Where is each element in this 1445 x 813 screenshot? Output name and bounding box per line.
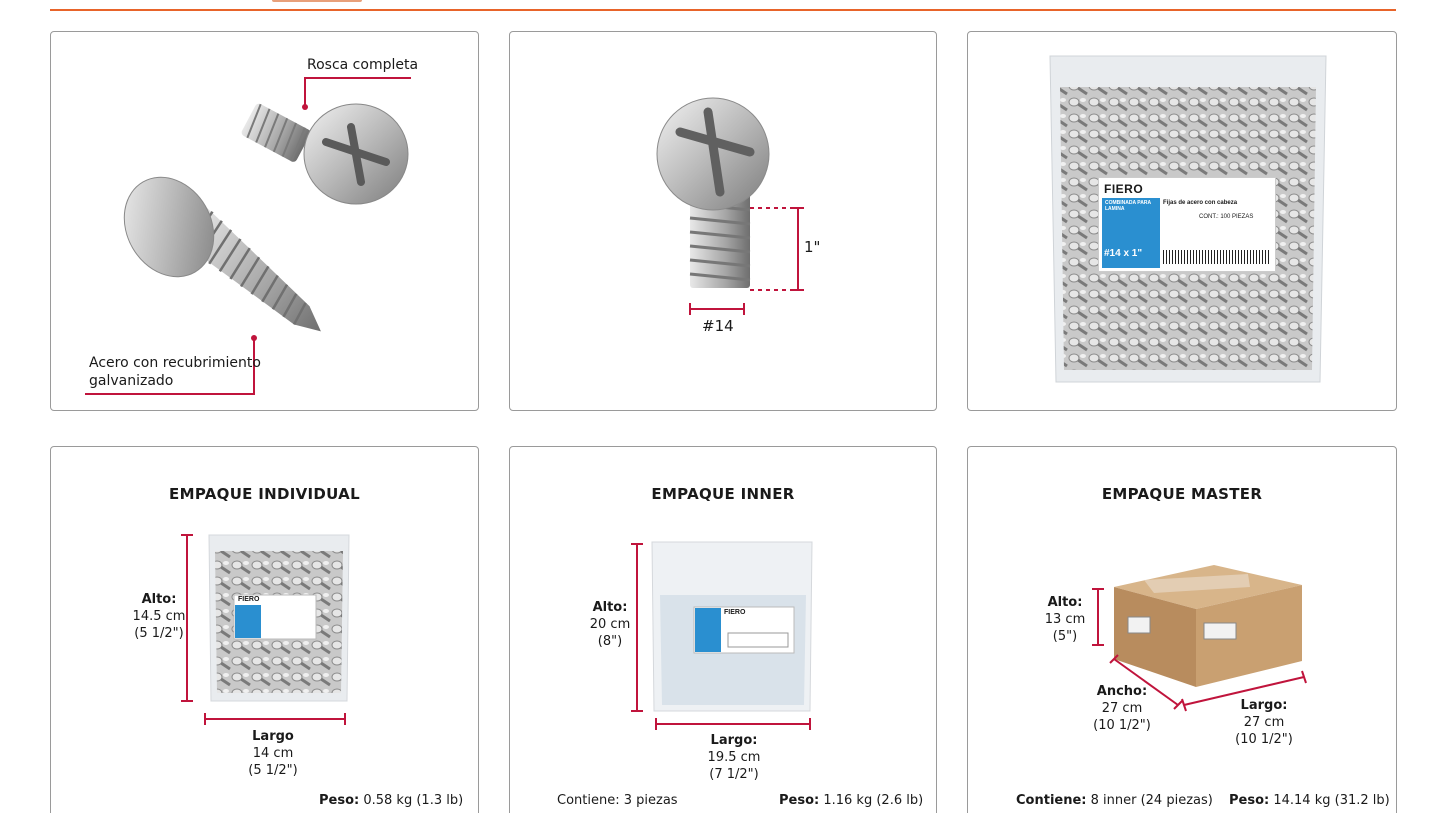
height-in: (5") bbox=[1052, 629, 1078, 644]
height-label: Alto: bbox=[592, 600, 628, 615]
height-label: Alto: bbox=[141, 592, 177, 607]
callout-full-thread: Rosca completa bbox=[307, 57, 419, 73]
master-contents: Contiene: 8 inner (24 piezas) bbox=[1016, 793, 1213, 808]
bag-size: #14 x 1" bbox=[1104, 248, 1143, 259]
bag-brand: FIERO bbox=[1104, 182, 1144, 196]
length-in: (10 1/2") bbox=[1235, 732, 1293, 747]
individual-height bbox=[127, 591, 191, 642]
card-package-photo bbox=[967, 31, 1397, 411]
height-label: Alto: bbox=[1047, 595, 1083, 610]
inner-bag-brand: FIERO bbox=[724, 609, 746, 616]
bag-product-name: Fijas de acero con cabeza bbox=[1163, 200, 1238, 206]
bag-barcode bbox=[1163, 250, 1271, 264]
card-thread-detail bbox=[50, 31, 479, 411]
master-height bbox=[1038, 594, 1092, 645]
height-cm: 20 cm bbox=[589, 617, 631, 632]
card-title: EMPAQUE INDIVIDUAL bbox=[169, 485, 360, 503]
callout-material-line2: galvanizado bbox=[89, 373, 174, 389]
card-empaque-individual bbox=[50, 446, 479, 813]
height-in: (8") bbox=[597, 634, 623, 649]
individual-length bbox=[237, 728, 309, 779]
master-width bbox=[1086, 683, 1158, 734]
inner-weight: Peso: 1.16 kg (2.6 lb) bbox=[779, 793, 924, 808]
card-dimensions bbox=[509, 31, 937, 411]
callout-material-line1: Acero con recubrimiento bbox=[89, 355, 261, 371]
height-cm: 14.5 cm bbox=[132, 609, 186, 624]
length-in: (7 1/2") bbox=[709, 767, 759, 782]
master-length bbox=[1228, 697, 1300, 748]
individual-bag-brand: FIERO bbox=[238, 596, 260, 603]
card-empaque-inner bbox=[509, 446, 937, 813]
bag-type: COMBINADA PARA LAMINA bbox=[1105, 200, 1151, 212]
length-in: (5 1/2") bbox=[248, 763, 298, 778]
length-label: 1" bbox=[804, 238, 821, 256]
height-in: (5 1/2") bbox=[134, 626, 184, 641]
width-label: Ancho: bbox=[1096, 684, 1148, 699]
bag-count: CONT.: 100 PIEZAS bbox=[1199, 214, 1254, 220]
length-cm: 27 cm bbox=[1243, 715, 1285, 730]
master-box-illustration bbox=[968, 447, 1397, 813]
length-cm: 19.5 cm bbox=[707, 750, 761, 765]
gauge-label: #14 bbox=[702, 317, 734, 335]
width-in: (10 1/2") bbox=[1093, 718, 1151, 733]
inner-height bbox=[586, 599, 634, 650]
card-title: EMPAQUE MASTER bbox=[1101, 485, 1263, 503]
height-cm: 13 cm bbox=[1044, 612, 1086, 627]
inner-contents: Contiene: 3 piezas bbox=[557, 793, 678, 808]
width-cm: 27 cm bbox=[1101, 701, 1143, 716]
inner-length bbox=[696, 732, 772, 783]
header-accent-line bbox=[50, 9, 1396, 11]
length-cm: 14 cm bbox=[252, 746, 294, 761]
card-title: EMPAQUE INNER bbox=[651, 485, 795, 503]
master-weight: Peso: 14.14 kg (31.2 lb) bbox=[1229, 793, 1390, 808]
individual-weight: Peso: 0.58 kg (1.3 lb) bbox=[319, 793, 464, 808]
screw-dimension-illustration bbox=[510, 32, 937, 411]
length-label: Largo bbox=[252, 729, 294, 744]
bag-product-label bbox=[1098, 177, 1276, 272]
length-label: Largo: bbox=[710, 733, 758, 748]
length-label: Largo: bbox=[1240, 698, 1288, 713]
header-tab-marker bbox=[272, 0, 362, 2]
card-empaque-master bbox=[967, 446, 1397, 813]
